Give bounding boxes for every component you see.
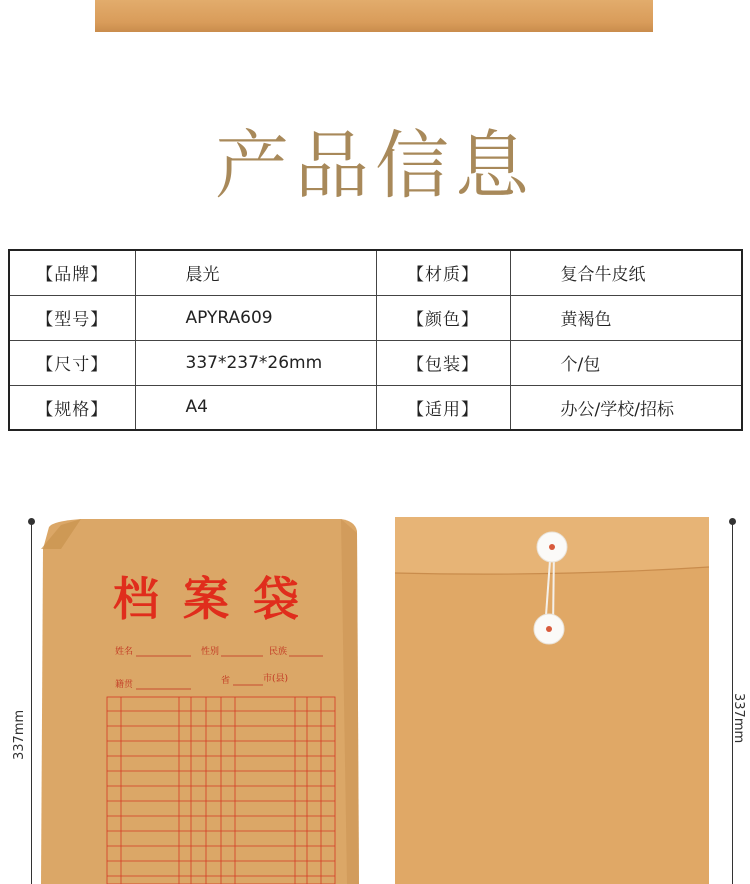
- spec-label: 【品牌】: [9, 250, 135, 295]
- field-native-place-label: 籍贯: [115, 680, 134, 690]
- spec-row: [9, 385, 742, 430]
- bag-title: 档 案 袋: [113, 572, 304, 626]
- spec-value: 337*237*26mm: [135, 340, 376, 385]
- envelope-front-image: [41, 519, 359, 884]
- spec-value: 黄褐色: [510, 295, 742, 340]
- spec-value: 晨光: [135, 250, 376, 295]
- dimension-line-left: [31, 521, 32, 884]
- spec-label: 【型号】: [9, 295, 135, 340]
- spec-label: 【包装】: [376, 340, 510, 385]
- spec-value: 办公/学校/招标: [510, 385, 742, 430]
- dimension-dot-right: [729, 518, 736, 525]
- envelope-back-image: [393, 517, 711, 884]
- spec-label: 【规格】: [9, 385, 135, 430]
- dimension-label-right: 337mm: [731, 693, 746, 744]
- spec-label: 【材质】: [376, 250, 510, 295]
- spec-label: 【颜色】: [376, 295, 510, 340]
- spec-value: 复合牛皮纸: [510, 250, 742, 295]
- spec-row: [9, 340, 742, 385]
- section-title: 产品信息: [215, 123, 535, 209]
- spec-label: 【尺寸】: [9, 340, 135, 385]
- field-gender-label: 性别: [201, 647, 220, 657]
- spec-value: APYRA609: [135, 295, 376, 340]
- dimension-dot-left: [28, 518, 35, 525]
- spec-label: 【适用】: [376, 385, 510, 430]
- field-province-label: 省: [221, 676, 231, 686]
- spec-row: [9, 250, 742, 295]
- dimension-label-left: 337mm: [12, 709, 27, 760]
- field-county-label: 市(县): [263, 674, 289, 684]
- field-name-label: 姓名: [115, 647, 134, 657]
- spec-row: [9, 295, 742, 340]
- spec-value: 个/包: [510, 340, 742, 385]
- top-banner-image: [95, 0, 653, 32]
- spec-table: [8, 249, 743, 431]
- spec-value: A4: [135, 385, 376, 430]
- field-ethnicity-label: 民族: [269, 647, 288, 657]
